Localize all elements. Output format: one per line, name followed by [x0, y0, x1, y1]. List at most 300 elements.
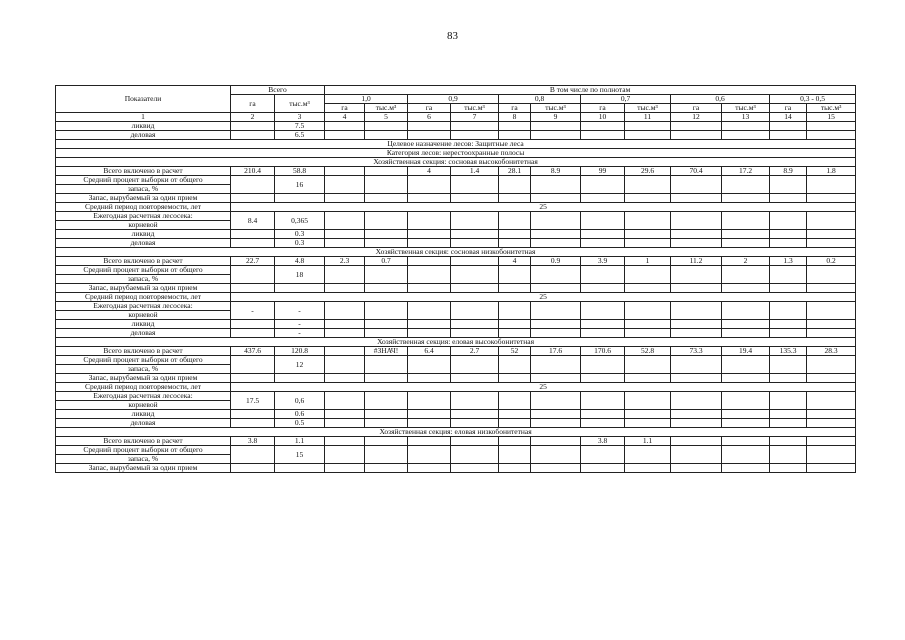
table-cell	[671, 176, 722, 194]
table-cell	[722, 356, 770, 374]
forest-allowance-table	[55, 85, 856, 473]
column-number: 10	[581, 113, 625, 122]
table-cell	[807, 446, 856, 464]
header-unit-ha: га	[770, 104, 807, 113]
table-cell	[625, 329, 671, 338]
table-cell	[581, 230, 625, 239]
table-cell	[581, 419, 625, 428]
table-cell	[770, 302, 807, 320]
row-label: Запас, вырубаемый за один прием	[56, 464, 231, 473]
table-cell: -	[275, 320, 325, 329]
table-cell	[451, 464, 499, 473]
table-cell	[325, 320, 365, 329]
table-cell	[451, 446, 499, 464]
table-cell	[451, 320, 499, 329]
period-value: 25	[231, 203, 856, 212]
table-cell	[807, 419, 856, 428]
table-cell	[807, 329, 856, 338]
table-cell	[325, 356, 365, 374]
table-row	[56, 374, 856, 383]
table-cell	[671, 464, 722, 473]
table-cell: 1.4	[451, 167, 499, 176]
table-cell	[671, 239, 722, 248]
table-cell: 1.1	[275, 437, 325, 446]
table-cell	[807, 464, 856, 473]
table-cell	[531, 131, 581, 140]
table-cell: 0.9	[531, 257, 581, 266]
table-cell	[231, 320, 275, 329]
table-cell: 2.3	[325, 257, 365, 266]
table-cell: 11.2	[671, 257, 722, 266]
table-cell	[451, 212, 499, 230]
section-row	[56, 158, 856, 167]
table-cell	[365, 131, 408, 140]
table-cell: 210.4	[231, 167, 275, 176]
table-cell	[365, 329, 408, 338]
table-cell	[625, 176, 671, 194]
table-cell	[807, 194, 856, 203]
section-heading: Целевое назначение лесов: Защитные леса	[56, 140, 856, 149]
table-cell	[365, 410, 408, 419]
table-cell	[451, 419, 499, 428]
table-cell: 29.6	[625, 167, 671, 176]
table-cell	[531, 419, 581, 428]
table-cell	[722, 464, 770, 473]
table-cell: 22.7	[231, 257, 275, 266]
table-cell	[325, 284, 365, 293]
section-heading: Хозяйственная секция: сосновая низкобонитетная	[56, 248, 856, 257]
table-cell	[408, 356, 451, 374]
table-cell: 0.5	[275, 419, 325, 428]
table-cell	[499, 410, 531, 419]
table-cell	[625, 410, 671, 419]
header-unit-ha: га	[408, 104, 451, 113]
row-label: Средний процент выборки от общего	[56, 356, 231, 365]
table-cell	[770, 410, 807, 419]
table-cell	[625, 266, 671, 284]
header-unit-m3: тыс.м³	[365, 104, 408, 113]
table-cell	[408, 329, 451, 338]
table-cell	[451, 257, 499, 266]
table-cell	[625, 374, 671, 383]
table-cell	[451, 122, 499, 131]
table-cell	[231, 122, 275, 131]
table-cell	[807, 437, 856, 446]
allowance-volume: 0,6	[275, 392, 325, 410]
table-cell	[325, 446, 365, 464]
table-cell	[671, 419, 722, 428]
table-cell	[531, 464, 581, 473]
table-cell	[531, 239, 581, 248]
header-density: 0,8	[499, 95, 581, 104]
table-cell	[499, 464, 531, 473]
table-cell	[581, 410, 625, 419]
section-heading: Хозяйственная секция: еловая низкобонитетная	[56, 428, 856, 437]
period-row	[56, 383, 856, 392]
table-cell: -	[275, 329, 325, 338]
table-cell	[581, 194, 625, 203]
table-cell	[451, 392, 499, 410]
table-cell	[531, 356, 581, 374]
table-cell: 2.7	[451, 347, 499, 356]
table-cell	[671, 266, 722, 284]
table-cell	[451, 176, 499, 194]
table-cell	[365, 194, 408, 203]
table-cell	[581, 239, 625, 248]
table-cell	[408, 464, 451, 473]
table-cell	[722, 194, 770, 203]
row-label: ликвид	[56, 410, 231, 419]
table-cell	[770, 122, 807, 131]
selection-percent: 16	[275, 176, 325, 194]
table-cell	[275, 194, 325, 203]
table-cell: 0.2	[807, 257, 856, 266]
table-cell	[231, 410, 275, 419]
table-cell	[275, 284, 325, 293]
table-cell	[325, 131, 365, 140]
section-row	[56, 338, 856, 347]
table-cell	[408, 266, 451, 284]
table-cell	[325, 167, 365, 176]
row-label: запаса, %	[56, 455, 231, 464]
section-heading: Категория лесов: нерестоохранные полосы	[56, 149, 856, 158]
row-label: деловая	[56, 329, 231, 338]
table-cell	[325, 230, 365, 239]
table-cell	[451, 239, 499, 248]
header-total-unit-ha: га	[231, 95, 275, 113]
header-total-unit-m3: тыс.м³	[275, 95, 325, 113]
table-cell	[581, 266, 625, 284]
table-cell	[531, 302, 581, 320]
header-unit-m3: тыс.м³	[807, 104, 856, 113]
table-row	[56, 122, 856, 131]
table-cell	[807, 239, 856, 248]
table-cell	[722, 419, 770, 428]
header-row-1	[56, 86, 856, 95]
table-cell	[499, 356, 531, 374]
allowance-volume: 0,365	[275, 212, 325, 230]
column-number: 3	[275, 113, 325, 122]
period-value: 25	[231, 383, 856, 392]
table-cell	[499, 230, 531, 239]
table-cell	[722, 230, 770, 239]
table-cell	[581, 446, 625, 464]
table-cell	[770, 239, 807, 248]
table-cell	[722, 437, 770, 446]
section-heading: Хозяйственная секция: сосновая высокобонитетная	[56, 158, 856, 167]
table-cell	[722, 302, 770, 320]
column-number: 9	[531, 113, 581, 122]
table-cell	[451, 284, 499, 293]
table-cell	[365, 167, 408, 176]
table-cell	[365, 392, 408, 410]
table-cell	[365, 437, 408, 446]
table-cell	[499, 392, 531, 410]
table-cell	[671, 230, 722, 239]
table-cell	[770, 131, 807, 140]
table-cell: 70.4	[671, 167, 722, 176]
section-heading: Хозяйственная секция: еловая высокобонитетная	[56, 338, 856, 347]
table-cell	[531, 176, 581, 194]
table-cell	[325, 239, 365, 248]
table-cell	[770, 446, 807, 464]
table-cell: #ЗНАЧ!	[365, 347, 408, 356]
table-cell	[581, 302, 625, 320]
table-cell	[499, 374, 531, 383]
period-row	[56, 203, 856, 212]
table-cell	[365, 212, 408, 230]
table-cell	[807, 131, 856, 140]
table-cell	[581, 122, 625, 131]
table-cell	[408, 194, 451, 203]
column-number: 1	[56, 113, 231, 122]
table-cell	[722, 410, 770, 419]
table-cell	[807, 410, 856, 419]
table-cell	[365, 302, 408, 320]
table-cell	[671, 131, 722, 140]
table-cell	[325, 122, 365, 131]
table-row	[56, 266, 856, 275]
table-cell	[451, 356, 499, 374]
table-cell	[365, 122, 408, 131]
table-cell: 52	[499, 347, 531, 356]
table-cell	[722, 176, 770, 194]
table-cell	[671, 329, 722, 338]
table-cell	[722, 131, 770, 140]
row-label: Всего включено в расчет	[56, 167, 231, 176]
table-cell	[807, 284, 856, 293]
table-cell	[625, 230, 671, 239]
table-cell	[625, 464, 671, 473]
table-cell: 120.8	[275, 347, 325, 356]
row-label: запаса, %	[56, 275, 231, 284]
table-cell	[365, 239, 408, 248]
column-number: 5	[365, 113, 408, 122]
table-cell	[499, 122, 531, 131]
table-cell	[325, 419, 365, 428]
table-cell	[499, 239, 531, 248]
table-cell	[408, 302, 451, 320]
table-cell: 0.3	[275, 239, 325, 248]
table-cell	[408, 212, 451, 230]
column-number: 14	[770, 113, 807, 122]
table-cell	[671, 320, 722, 329]
table-cell: 17.6	[531, 347, 581, 356]
table-cell	[807, 122, 856, 131]
table-row	[56, 410, 856, 419]
table-cell: 28.1	[499, 167, 531, 176]
table-cell: 8.9	[770, 167, 807, 176]
table-cell	[451, 410, 499, 419]
table-cell	[671, 374, 722, 383]
row-label: Всего включено в расчет	[56, 437, 231, 446]
table-cell: 437.6	[231, 347, 275, 356]
table-cell	[671, 392, 722, 410]
table-cell	[531, 194, 581, 203]
header-by-density: В том числе по полнотам	[325, 86, 856, 95]
table-cell	[325, 266, 365, 284]
table-row	[56, 347, 856, 356]
table-cell	[451, 374, 499, 383]
allowance-volume: -	[275, 302, 325, 320]
table-cell	[451, 194, 499, 203]
table-cell	[451, 437, 499, 446]
table-cell	[722, 392, 770, 410]
table-cell	[499, 446, 531, 464]
table-cell	[807, 374, 856, 383]
row-label: корневой	[56, 311, 231, 320]
table-cell: 8.9	[531, 167, 581, 176]
table-cell	[671, 437, 722, 446]
table-cell	[408, 230, 451, 239]
table-cell	[770, 176, 807, 194]
table-cell	[408, 122, 451, 131]
table-cell: 0.6	[275, 410, 325, 419]
table-cell	[408, 410, 451, 419]
selection-percent: 12	[275, 356, 325, 374]
table-cell	[531, 320, 581, 329]
table-cell	[531, 122, 581, 131]
table-cell	[365, 230, 408, 239]
table-cell	[770, 329, 807, 338]
table-cell	[581, 329, 625, 338]
table-row	[56, 284, 856, 293]
column-number: 8	[499, 113, 531, 122]
table-cell	[770, 419, 807, 428]
table-cell	[325, 212, 365, 230]
table-cell	[325, 410, 365, 419]
row-label: Запас, вырубаемый за один прием	[56, 194, 231, 203]
table-cell	[231, 419, 275, 428]
table-cell	[365, 419, 408, 428]
header-unit-ha: га	[671, 104, 722, 113]
header-density: 0,9	[408, 95, 499, 104]
table-cell	[625, 131, 671, 140]
table-cell: 0.7	[365, 257, 408, 266]
header-unit-m3: тыс.м³	[722, 104, 770, 113]
table-cell	[722, 320, 770, 329]
table-cell	[625, 302, 671, 320]
table-cell: 6.5	[275, 131, 325, 140]
table-cell	[499, 302, 531, 320]
table-cell: 135.3	[770, 347, 807, 356]
table-cell	[499, 320, 531, 329]
table-cell: 1.8	[807, 167, 856, 176]
table-cell	[365, 284, 408, 293]
column-number: 2	[231, 113, 275, 122]
table-cell: 19.4	[722, 347, 770, 356]
table-cell	[365, 446, 408, 464]
table-cell: 52.8	[625, 347, 671, 356]
table-cell	[671, 122, 722, 131]
table-row	[56, 329, 856, 338]
table-cell	[325, 302, 365, 320]
table-cell: 28.3	[807, 347, 856, 356]
table-row	[56, 131, 856, 140]
table-cell	[581, 392, 625, 410]
header-density: 1,0	[325, 95, 408, 104]
selection-percent: 15	[275, 446, 325, 464]
table-cell: 73.3	[671, 347, 722, 356]
page-number: 83	[447, 30, 458, 42]
table-cell	[365, 356, 408, 374]
column-number: 7	[451, 113, 499, 122]
table-cell	[531, 329, 581, 338]
column-number: 12	[671, 113, 722, 122]
table-cell	[231, 374, 275, 383]
column-number: 4	[325, 113, 365, 122]
table-cell	[408, 446, 451, 464]
table-cell	[325, 464, 365, 473]
row-label: ликвид	[56, 122, 231, 131]
table-cell	[581, 284, 625, 293]
table-cell	[325, 347, 365, 356]
allowance-area: 17.5	[231, 392, 275, 410]
column-number: 6	[408, 113, 451, 122]
table-cell	[499, 284, 531, 293]
table-cell	[499, 131, 531, 140]
table-cell	[408, 257, 451, 266]
header-density: 0,7	[581, 95, 671, 104]
row-label: Средний процент выборки от общего	[56, 266, 231, 275]
table-cell	[451, 131, 499, 140]
table-cell	[365, 374, 408, 383]
period-value: 25	[231, 293, 856, 302]
table-cell	[231, 446, 275, 464]
table-cell	[722, 212, 770, 230]
table-cell	[231, 266, 275, 284]
table-cell	[581, 320, 625, 329]
table-cell	[408, 419, 451, 428]
table-cell	[499, 329, 531, 338]
table-cell	[807, 266, 856, 284]
table-cell	[451, 329, 499, 338]
row-label: Ежегодная расчетная лесосека:	[56, 392, 231, 401]
table-row	[56, 167, 856, 176]
row-label: Ежегодная расчетная лесосека:	[56, 302, 231, 311]
table-cell	[770, 212, 807, 230]
table-cell	[325, 176, 365, 194]
row-label: деловая	[56, 239, 231, 248]
table-cell	[531, 230, 581, 239]
table-cell	[581, 374, 625, 383]
table-cell	[531, 374, 581, 383]
table-cell	[722, 329, 770, 338]
table-cell	[531, 266, 581, 284]
table-cell	[770, 392, 807, 410]
table-cell	[807, 302, 856, 320]
table-cell	[722, 239, 770, 248]
column-number: 11	[625, 113, 671, 122]
row-label: Средний процент выборки от общего	[56, 176, 231, 185]
table-cell	[325, 329, 365, 338]
table-cell	[625, 284, 671, 293]
table-cell	[625, 194, 671, 203]
table-row	[56, 302, 856, 311]
table-cell	[581, 464, 625, 473]
table-cell	[231, 464, 275, 473]
table-cell: 1	[625, 257, 671, 266]
column-number: 13	[722, 113, 770, 122]
table-cell	[807, 212, 856, 230]
row-label: корневой	[56, 401, 231, 410]
table-cell	[531, 446, 581, 464]
table-cell	[231, 329, 275, 338]
table-cell: 170.6	[581, 347, 625, 356]
table-cell	[625, 392, 671, 410]
table-cell	[770, 230, 807, 239]
table-cell: 3.9	[581, 257, 625, 266]
